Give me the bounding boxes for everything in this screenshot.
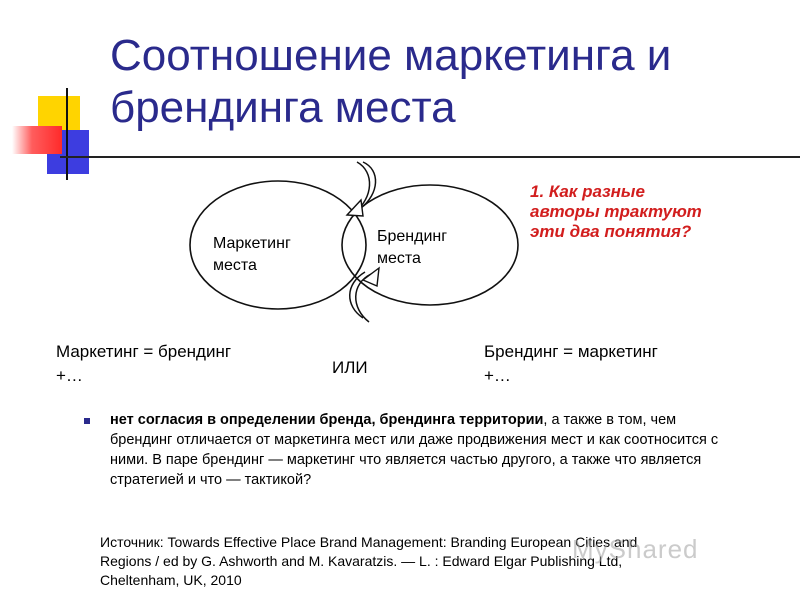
watermark-logo: MyShared — [572, 534, 699, 564]
equation-right: Брендинг = маркетинг +… — [484, 342, 658, 385]
branding-circle-label: Брендинг места — [377, 228, 448, 267]
slide-title — [110, 30, 790, 134]
square-bullet-icon — [84, 418, 90, 424]
bullet-text: , а также в том, чем брендинг отличается от маркетинга мест или даже продвижения мест и как соотносится с ними. В паре брендинг — маркетинг что является частью другого, а также что является стратегией и что — тактикой? — [110, 412, 719, 488]
bullet-bold-text: нет согласия в определении бренда, брендинга территории — [110, 412, 544, 428]
or-label: ИЛИ — [332, 358, 368, 377]
equation-left: Маркетинг = брендинг +… — [56, 342, 232, 385]
slide-title-line-1: Соотношение маркетинга и — [110, 31, 672, 80]
slide-title-line-2: брендинга места — [110, 83, 456, 132]
decor-red-bar — [12, 126, 62, 154]
marketing-circle-label: Маркетинг места — [213, 235, 291, 274]
decor-vertical-line — [66, 88, 68, 180]
source-citation: Источник: Towards Effective Place Brand Management: Branding European Cities and Regions / ed by G. Ashworth and M. Kavaratzis. — L. : Edward Elgar Publishing Ltd, Cheltenham, UK, 2010 — [100, 534, 638, 588]
list-item — [82, 410, 742, 490]
question-text: 1. Как разные авторы трактуют эти два понятия? — [530, 182, 702, 241]
title-divider — [60, 156, 800, 158]
bullet-list — [82, 410, 742, 490]
